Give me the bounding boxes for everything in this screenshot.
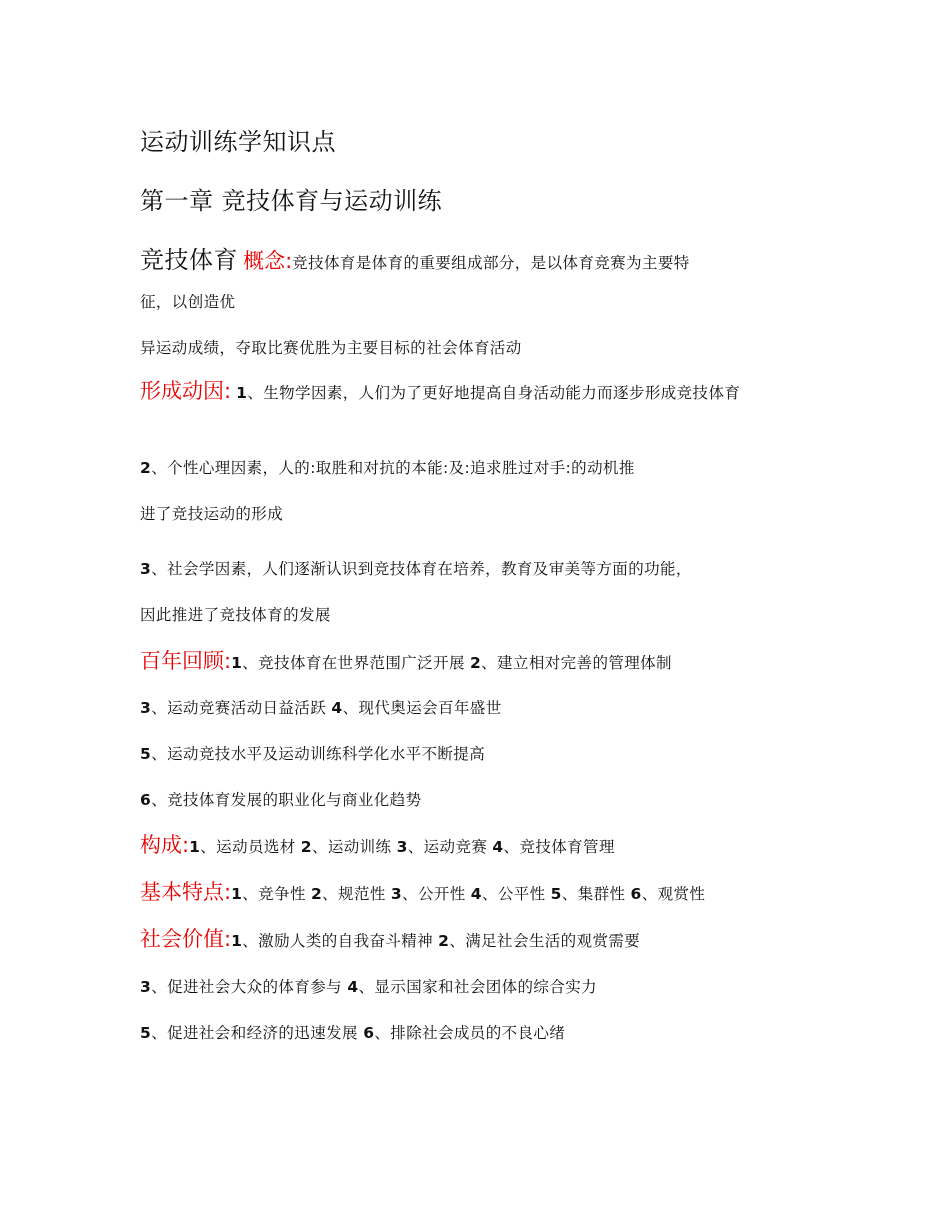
motivation-label: 形成动因:	[140, 379, 232, 403]
concept-paragraph	[140, 240, 690, 275]
motivation-item-3: 3、社会学因素，人们逐渐认识到竞技体育在培养，教育及审美等方面的功能，	[140, 560, 692, 578]
composition-line: 构成:1、运动员选材 2、运动训练 3、运动竞赛 4、竞技体育管理	[140, 833, 615, 857]
concept-text-line1: 竞技体育是体育的重要组成部分，是以体育竞赛为主要特	[292, 254, 690, 272]
values-line-1: 社会价值:1、激励人类的自我奋斗精神 2、满足社会生活的观赏需要	[140, 927, 641, 951]
values-line-2: 3、促进社会大众的体育参与 4、显示国家和社会团体的综合实力	[140, 978, 598, 996]
section-term: 竞技体育	[140, 246, 238, 274]
document-title: 运动训练学知识点	[140, 128, 336, 156]
concept-label: 概念:	[243, 249, 293, 273]
values-label: 社会价值:	[140, 927, 232, 951]
composition-label: 构成:	[140, 833, 190, 857]
history-line-2: 3、运动竞赛活动日益活跃 4、现代奥运会百年盛世	[140, 699, 502, 717]
history-line-3: 5、运动竞技水平及运动训练科学化水平不断提高	[140, 745, 486, 763]
history-line-1: 百年回顾:1、竞技体育在世界范围广泛开展 2、建立相对完善的管理体制	[140, 649, 672, 673]
history-label: 百年回顾:	[140, 649, 232, 673]
concept-text-line2: 征，以创造优	[140, 293, 236, 311]
chapter-heading: 第一章 竞技体育与运动训练	[140, 187, 443, 215]
features-line: 基本特点:1、竞争性 2、规范性 3、公开性 4、公平性 5、集群性 6、观赏性	[140, 880, 706, 904]
motivation-item-2-cont: 进了竞技运动的形成	[140, 505, 284, 523]
motivation-item-2: 2、个性心理因素，人的:取胜和对抗的本能:及:追求胜过对手:的动机推	[140, 459, 635, 477]
motivation-item-3-cont: 因此推进了竞技体育的发展	[140, 606, 331, 624]
concept-text-line3: 异运动成绩，夺取比赛优胜为主要目标的社会体育活动	[140, 339, 522, 357]
features-label: 基本特点:	[140, 880, 232, 904]
motivation-item-1: 形成动因: 1、生物学因素，人们为了更好地提高自身活动能力而逐步形成竞技体育	[140, 379, 741, 403]
values-line-3: 5、促进社会和经济的迅速发展 6、排除社会成员的不良心绪	[140, 1024, 566, 1042]
history-line-4: 6、竞技体育发展的职业化与商业化趋势	[140, 791, 422, 809]
